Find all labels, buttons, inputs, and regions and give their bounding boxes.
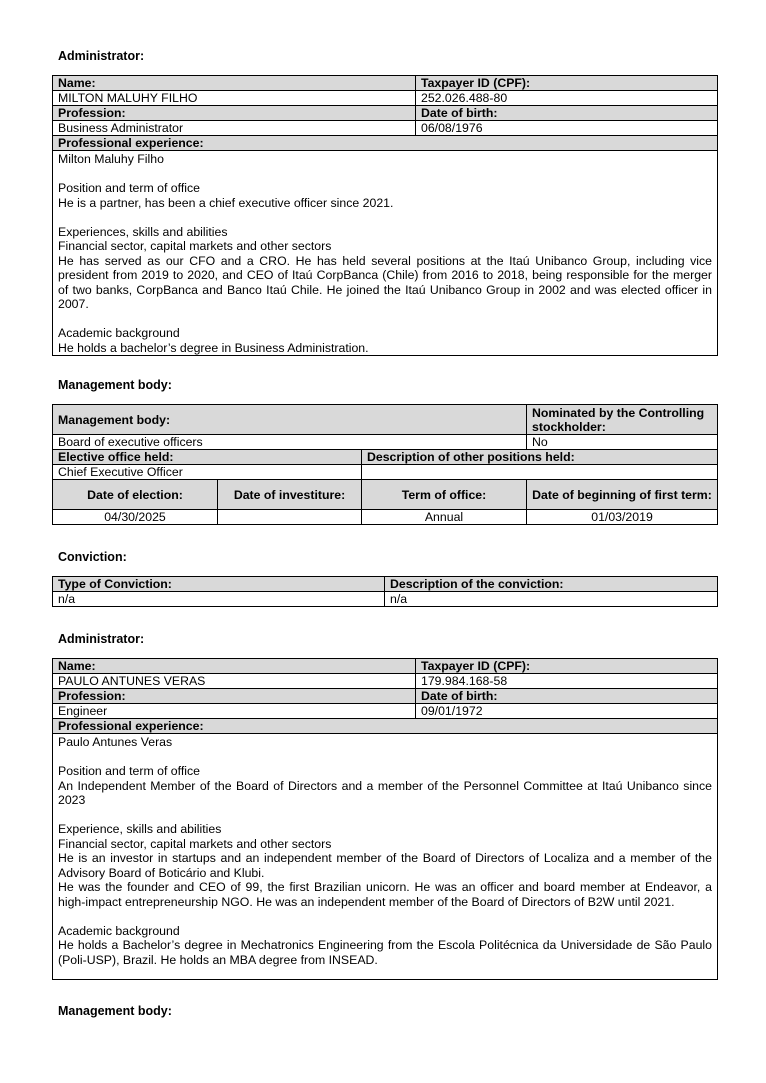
- nominated-label: Nominated by the Controlling stockholder:: [527, 405, 718, 435]
- exp-position-title: Position and term of office: [58, 181, 200, 195]
- administrator-table: [52, 75, 718, 356]
- profession-label: Profession:: [53, 106, 416, 121]
- name-label: Name:: [53, 659, 416, 674]
- exp-position-title: Position and term of office: [58, 764, 200, 778]
- exp-name: Milton Maluhy Filho: [58, 152, 164, 166]
- experience-label: Professional experience:: [53, 136, 718, 151]
- name-value: MILTON MALUHY FILHO: [53, 91, 416, 106]
- exp-skills-text-2: He was the founder and CEO of 99, the first Brazilian unicorn. He was an officer and board member at Endeavor, a high-impact entrepreneurship NGO. He was an independent member of the Board of Directors of B2W until 2021.: [58, 880, 712, 909]
- elective-office-label: Elective office held:: [53, 450, 362, 465]
- exp-position-text: He is a partner, has been a chief executive officer since 2021.: [58, 195, 394, 210]
- cpf-value: 179.984.168-58: [416, 674, 718, 689]
- administrator-heading: Administrator:: [58, 49, 145, 63]
- exp-skills-text: He has served as our CFO and a CRO. He has held several positions at the Itaú Unibanco Group, including vice president from 2019 to 2020, and CEO of Itaú CorpBanca (Chile) from 2016 to 2018, being responsible for the merger of two banks, CorpBanca and Banco Itaú Chile. He joined the Itaú Unibanco Group in 2002 and was elected officer in 2007.: [58, 253, 712, 311]
- exp-skills-title: Experience, skills and abilities: [58, 822, 222, 836]
- nominated-value: No: [527, 435, 718, 450]
- conviction-heading: Conviction:: [58, 550, 127, 564]
- exp-position-text: An Independent Member of the Board of Directors and a member of the Personnel Committee at Itaú Unibanco since 2023: [58, 778, 712, 807]
- exp-skills-title: Experiences, skills and abilities: [58, 224, 228, 239]
- management-body-label: Management body:: [53, 405, 527, 435]
- conviction-type-value: n/a: [53, 592, 385, 607]
- experience-text: [53, 734, 718, 980]
- investiture-date-value: [218, 510, 362, 525]
- exp-academic-title: Academic background: [58, 923, 180, 938]
- exp-academic-text: He holds a Bachelor’s degree in Mechatronics Engineering from the Escola Politécnica da Universidade de São Paulo (Poli-USP), Brazil. He holds an MBA degree from INSEAD.: [58, 938, 712, 967]
- experience-label: Professional experience:: [53, 719, 718, 734]
- cpf-value: 252.026.488-80: [416, 91, 718, 106]
- administrator-heading-2: Administrator:: [58, 632, 145, 646]
- other-positions-value: [362, 465, 718, 480]
- elective-office-value: Chief Executive Officer: [53, 465, 362, 480]
- investiture-date-label: Date of investiture:: [218, 480, 362, 510]
- election-date-value: 04/30/2025: [53, 510, 218, 525]
- exp-skills-sub: Financial sector, capital markets and other sectors: [58, 239, 332, 253]
- first-term-date-label: Date of beginning of first term:: [527, 480, 718, 510]
- exp-skills-text: He is an investor in startups and an independent member of the Board of Directors of Localiza and a member of the Advisory Board of Boticário and Klubi.: [58, 851, 712, 880]
- management-body-heading: Management body:: [58, 378, 172, 392]
- other-positions-label: Description of other positions held:: [362, 450, 718, 465]
- profession-label: Profession:: [53, 689, 416, 704]
- cpf-label: Taxpayer ID (CPF):: [416, 659, 718, 674]
- profession-value: Business Administrator: [53, 121, 416, 136]
- exp-skills-sub: Financial sector, capital markets and other sectors: [58, 836, 332, 851]
- exp-academic-text: He holds a bachelor’s degree in Business Administration.: [58, 340, 369, 355]
- first-term-date-value: 01/03/2019: [527, 510, 718, 525]
- conviction-desc-label: Description of the conviction:: [385, 577, 718, 592]
- dob-label: Date of birth:: [416, 106, 718, 121]
- management-body-value: Board of executive officers: [53, 435, 527, 450]
- conviction-desc-value: n/a: [385, 592, 718, 607]
- experience-text: [53, 151, 718, 356]
- management-body-table: [52, 404, 718, 525]
- dob-value: 06/08/1976: [416, 121, 718, 136]
- term-of-office-label: Term of office:: [362, 480, 527, 510]
- profession-value: Engineer: [53, 704, 416, 719]
- term-of-office-value: Annual: [362, 510, 527, 525]
- conviction-type-label: Type of Conviction:: [53, 577, 385, 592]
- election-date-label: Date of election:: [53, 480, 218, 510]
- exp-name: Paulo Antunes Veras: [58, 735, 173, 749]
- dob-value: 09/01/1972: [416, 704, 718, 719]
- exp-academic-title: Academic background: [58, 326, 180, 340]
- administrator-table-2: [52, 658, 718, 980]
- name-value: PAULO ANTUNES VERAS: [53, 674, 416, 689]
- management-body-heading-2: Management body:: [58, 1004, 172, 1018]
- conviction-table: [52, 576, 718, 607]
- name-label: Name:: [53, 76, 416, 91]
- dob-label: Date of birth:: [416, 689, 718, 704]
- cpf-label: Taxpayer ID (CPF):: [416, 76, 718, 91]
